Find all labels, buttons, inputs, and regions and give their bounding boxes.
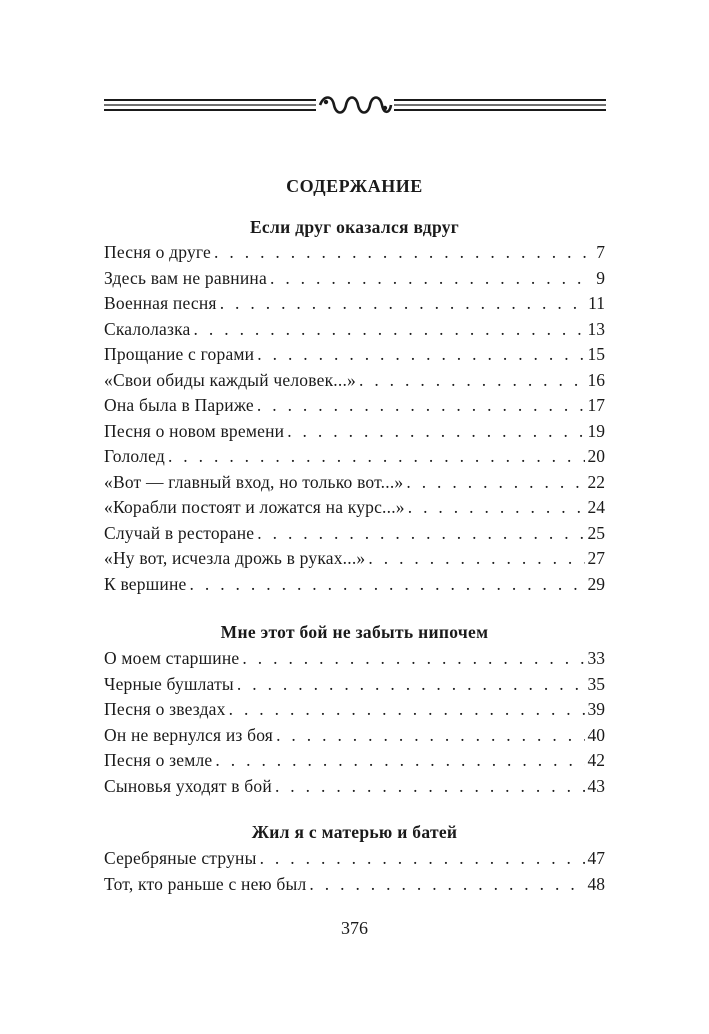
toc-entry[interactable] xyxy=(104,750,605,776)
entry-page: 47 xyxy=(587,848,605,868)
entry-title: Песня о друге xyxy=(104,242,212,262)
entry-page: 7 xyxy=(596,242,605,262)
entry-title: Она была в Париже xyxy=(104,395,254,415)
toc-entry[interactable] xyxy=(104,293,605,319)
entry-page: 25 xyxy=(587,522,605,543)
toc-entry[interactable] xyxy=(104,446,605,472)
entry-title: Песня о земле xyxy=(104,750,213,770)
toc-entry[interactable] xyxy=(104,725,605,751)
entry-title: Песня о новом времени xyxy=(104,420,285,441)
entry-page: 43 xyxy=(587,775,605,796)
entry-page: 27 xyxy=(587,548,605,568)
dot-leader xyxy=(359,370,585,391)
dot-leader xyxy=(408,497,585,518)
entry-title: Здесь вам не равнина xyxy=(104,267,267,288)
toc-entry[interactable] xyxy=(104,344,605,370)
toc-entry[interactable] xyxy=(104,674,605,700)
dot-leader xyxy=(220,293,585,314)
toc-entry[interactable] xyxy=(104,874,605,900)
dot-leader xyxy=(406,472,584,493)
entry-page: 20 xyxy=(587,446,605,466)
dot-leader xyxy=(275,776,585,797)
entry-title: Серебряные струны xyxy=(104,848,257,868)
entry-title: Тот, кто раньше с нею был xyxy=(104,873,307,894)
dot-leader xyxy=(237,674,585,695)
entry-title: Прощание с горами xyxy=(104,344,255,364)
dot-leader xyxy=(190,574,585,595)
toc-entry[interactable] xyxy=(104,319,605,345)
toc-entry[interactable] xyxy=(104,574,605,600)
entry-page: 35 xyxy=(587,673,605,694)
entry-page: 17 xyxy=(587,395,605,415)
dot-leader xyxy=(276,725,584,746)
entry-title: «Корабли постоят и ложатся на курс...» xyxy=(104,497,405,517)
entry-page: 29 xyxy=(587,573,605,594)
toc-entry[interactable] xyxy=(104,548,605,574)
section-1-entries xyxy=(104,242,605,599)
toc-entry[interactable] xyxy=(104,268,605,294)
section-heading-1: Если друг оказался вдруг xyxy=(249,217,460,237)
section-3-entries xyxy=(104,848,605,899)
dot-leader xyxy=(168,446,585,467)
entry-page: 9 xyxy=(596,267,605,288)
toc-entry[interactable] xyxy=(104,523,605,549)
dot-leader xyxy=(257,344,584,365)
toc-entry[interactable] xyxy=(104,648,605,674)
dot-leader xyxy=(215,750,584,771)
entry-page: 13 xyxy=(587,318,605,339)
toc-entry[interactable] xyxy=(104,472,605,498)
entry-title: «Ну вот, исчезла дрожь в руках...» xyxy=(104,548,366,568)
entry-title: Скалолазка xyxy=(104,318,191,339)
entry-title: Песня о звездах xyxy=(104,699,226,719)
dot-leader xyxy=(270,268,593,289)
toc-entry[interactable] xyxy=(104,776,605,802)
toc-entry[interactable] xyxy=(104,699,605,725)
entry-page: 16 xyxy=(587,369,605,390)
toc-entry[interactable] xyxy=(104,395,605,421)
toc-title: СОДЕРЖАНИЕ xyxy=(286,176,423,196)
entry-title: Он не вернулся из боя xyxy=(104,724,274,745)
entry-page: 22 xyxy=(587,471,605,492)
toc-entry[interactable] xyxy=(104,421,605,447)
dot-leader xyxy=(287,421,584,442)
entry-title: Сыновья уходят в бой xyxy=(104,775,272,796)
entry-title: О моем старшине xyxy=(104,648,240,668)
entry-page: 42 xyxy=(587,750,605,770)
toc-entry[interactable] xyxy=(104,242,605,268)
entry-title: «Вот — главный вход, но только вот...» xyxy=(104,471,404,492)
dot-leader xyxy=(229,699,585,720)
entry-title: Черные бушлаты xyxy=(104,673,234,694)
entry-page: 48 xyxy=(587,873,605,894)
dot-leader xyxy=(257,395,585,416)
entry-page: 40 xyxy=(587,724,605,745)
entry-title: Случай в ресторане xyxy=(104,522,255,543)
entry-page: 15 xyxy=(587,344,605,364)
toc-entry[interactable] xyxy=(104,370,605,396)
entry-title: К вершине xyxy=(104,573,187,594)
entry-page: 24 xyxy=(587,497,605,517)
dot-leader xyxy=(368,548,584,569)
dot-leader xyxy=(309,874,584,895)
section-heading-3: Жил я с матерью и батей xyxy=(251,822,458,842)
dot-leader xyxy=(257,523,584,544)
header-ornament xyxy=(104,93,606,119)
section-2-entries xyxy=(104,648,605,801)
toc-entry[interactable] xyxy=(104,848,605,874)
section-heading-2: Мне этот бой не забыть нипочем xyxy=(220,622,489,642)
dot-leader xyxy=(242,648,584,669)
dot-leader xyxy=(214,242,593,263)
page-number: 376 xyxy=(341,918,368,938)
dot-leader xyxy=(194,319,585,340)
toc-entry[interactable] xyxy=(104,497,605,523)
entry-title: Гололед xyxy=(104,446,165,466)
entry-title: Военная песня xyxy=(104,293,217,313)
entry-page: 39 xyxy=(587,699,605,719)
entry-title: «Свои обиды каждый человек...» xyxy=(104,369,356,390)
entry-page: 33 xyxy=(587,648,605,668)
entry-page: 19 xyxy=(587,420,605,441)
entry-page: 11 xyxy=(588,293,605,313)
dot-leader xyxy=(260,848,585,869)
